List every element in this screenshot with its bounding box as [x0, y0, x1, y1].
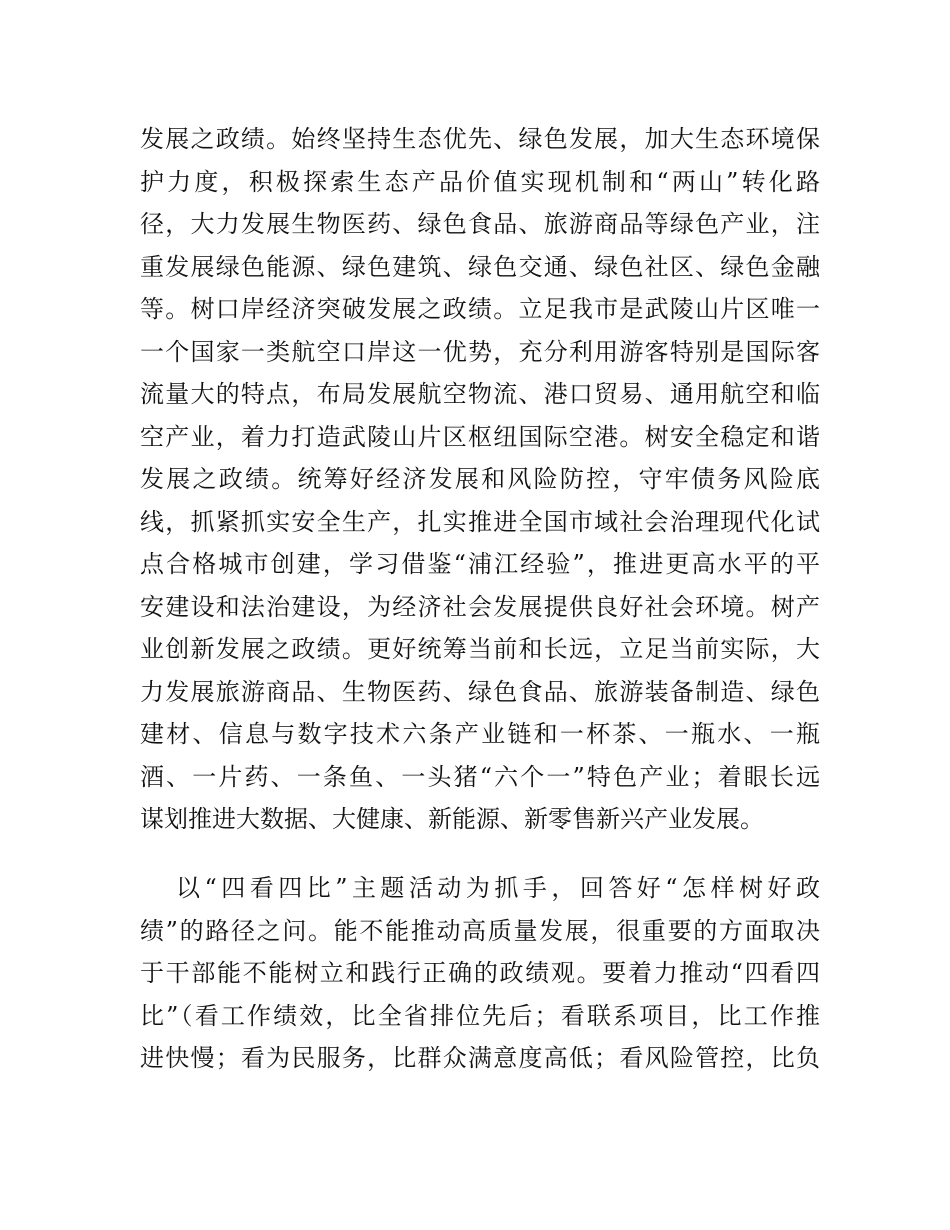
text-line: 线，抓紧抓实安全生产，扎实推进全国市域社会治理现代化试	[140, 507, 820, 536]
text-line: 绩”的路径之问。能不能推动高质量发展，很重要的方面取决	[140, 916, 820, 945]
text-line: 发展之政绩。始终坚持生态优先、绿色发展，加大生态环境保	[140, 125, 820, 153]
paragraph-1	[140, 118, 820, 841]
text-line: 以“四看四比”主题活动为抓手，回答好“怎样树好政	[176, 874, 820, 902]
text-line: 业创新发展之政绩。更好统筹当前和长远，立足当前实际，大	[140, 635, 820, 663]
text-line: 重发展绿色能源、绿色建筑、绿色交通、绿色社区、绿色金融	[140, 252, 820, 281]
text-line: 一个国家一类航空口岸这一优势，充分利用游客特别是国际客	[140, 337, 820, 366]
text-line: 护力度，积极探索生态产品价值实现机制和“两山”转化路	[140, 167, 820, 196]
text-line: 于干部能不能树立和践行正确的政绩观。要着力推动“四看四	[140, 959, 820, 987]
text-line: 安建设和法治建设，为经济社会发展提供良好社会环境。树产	[140, 592, 820, 621]
text-line: 流量大的特点，布局发展航空物流、港口贸易、通用航空和临	[140, 380, 820, 408]
text-line: 空产业，着力打造武陵山片区枢纽国际空港。树安全稳定和谐	[140, 422, 820, 451]
text-line: 径，大力发展生物医药、绿色食品、旅游商品等绿色产业，注	[140, 210, 820, 238]
text-line: 点合格城市创建，学习借鉴“浦江经验”，推进更高水平的平	[140, 550, 820, 578]
text-line: 建材、信息与数字技术六条产业链和一杯茶、一瓶水、一瓶	[140, 720, 820, 748]
text-line: 进快慢；看为民服务，比群众满意度高低；看风险管控，比负	[140, 1044, 820, 1072]
text-line: 酒、一片药、一条鱼、一头猪“六个一”特色产业；着眼长远	[140, 762, 820, 791]
text-line: 等。树口岸经济突破发展之政绩。立足我市是武陵山片区唯一	[140, 295, 820, 323]
paragraph-2	[140, 867, 820, 1080]
text-line: 比”（看工作绩效，比全省排位先后；看联系项目，比工作推	[140, 1001, 820, 1030]
text-line: 力发展旅游商品、生物医药、绿色食品、旅游装备制造、绿色	[140, 677, 820, 706]
text-line: 谋划推进大数据、大健康、新能源、新零售新兴产业发展。	[140, 805, 764, 833]
text-line: 发展之政绩。统筹好经济发展和风险防控，守牢债务风险底	[140, 465, 820, 493]
